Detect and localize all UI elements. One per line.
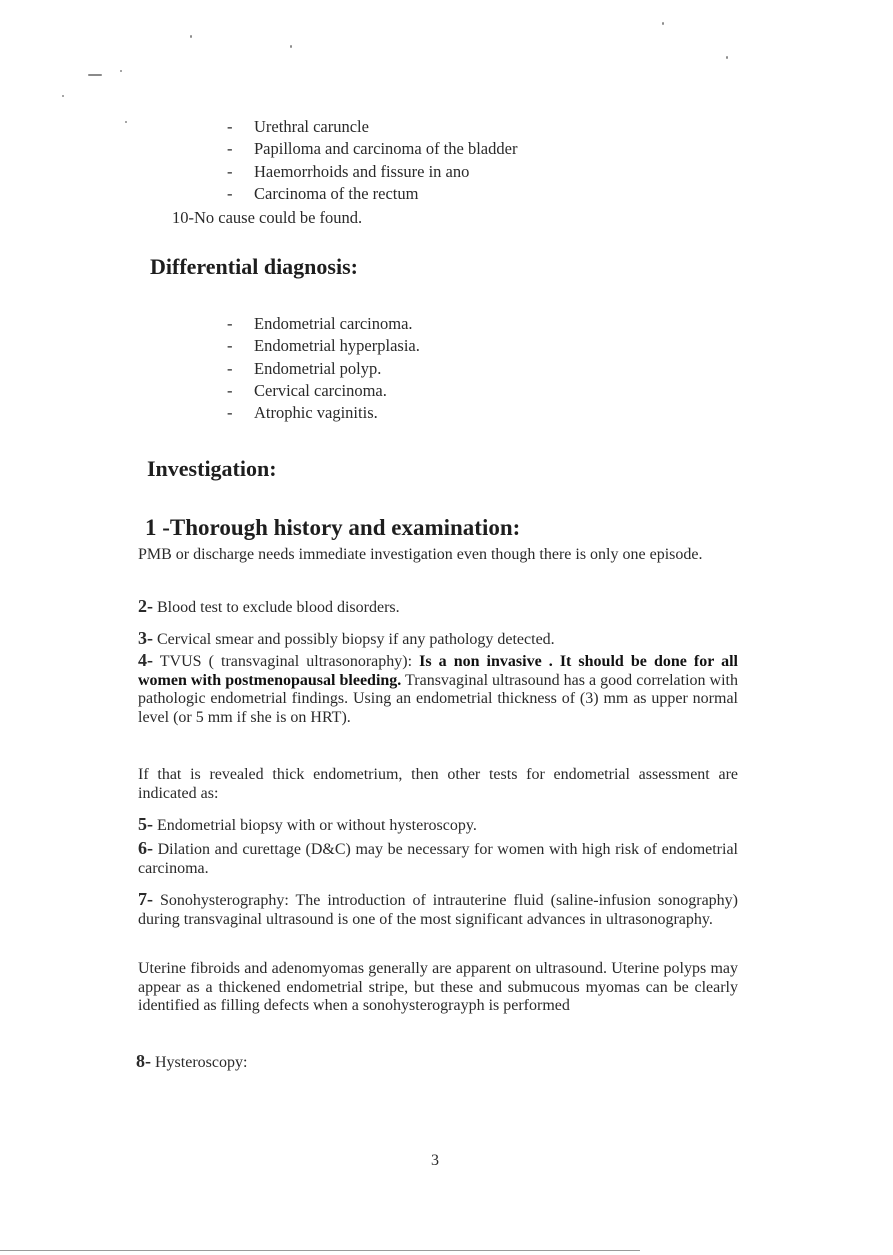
item-number: 4- [138,650,153,670]
differential-heading: Differential diagnosis: [150,254,358,279]
paragraph-biopsy: 5- Endometrial biopsy with or without hysteroscopy. [138,814,477,834]
scan-speck [88,74,102,76]
paragraph-tvus: 4- TVUS ( transvaginal ultrasonoraphy): Is a non invasive . It should be done for all women with postmenopausal bleeding. Transvaginal ultrasound has a good correlation with pathologic endometrial findings. Using an endometrial thickness of (3) mm as upper normal level (or 5 mm if she is on HRT). [138,650,739,726]
list-item: - Endometrial polyp. [227,358,382,378]
list-item: - Haemorrhoids and fissure in ano [227,161,470,181]
paragraph-pmb: PMB or discharge needs immediate investigation even though there is only one episode. [138,546,703,563]
item-number: 8- [136,1051,151,1071]
paragraph-fibroids: Uterine fibroids and adenomyomas generally are apparent on ultrasound. Uterine polyps may appear as a thickened endometrial stripe, but these and submucous myomas can be clearly identified as filling defects when a sonohysterograyph is performed [138,960,738,1014]
list-item: - Papilloma and carcinoma of the bladder [227,139,518,159]
scan-speck [120,70,122,72]
item-number: 2- [138,596,153,616]
paragraph-dilation: 6- Dilation and curettage (D&C) may be necessary for women with high risk of endometrial carcinoma. [138,838,738,877]
list-item: - Cervical carcinoma. [227,380,387,400]
history-subheading: 1 -Thorough history and examination: [145,515,521,540]
scan-speck [726,56,728,59]
list-item: - Endometrial carcinoma. [227,314,413,333]
investigation-heading: Investigation: [147,456,277,481]
scan-speck [190,35,192,38]
scan-edge-line [0,1250,640,1251]
scan-speck [125,121,127,123]
tvus-emphasis: Is a non invasive . It should be done for all women with postmenopausal bleeding. [138,653,739,689]
list-item: - Urethral caruncle [227,117,369,136]
differential-list [227,313,420,424]
cause-list [227,116,517,205]
list-item: - Carcinoma of the rectum [227,183,419,203]
item-number: 7- [138,889,153,909]
paragraph-blood-test: 2- Blood test to exclude blood disorders. [138,596,400,616]
page-number: 3 [431,1152,439,1169]
item-number: 6- [138,838,153,858]
paragraph-cervical-smear: 3- Cervical smear and possibly biopsy if any pathology detected. [138,628,555,648]
paragraph-hysteroscopy: 8- Hysteroscopy: [136,1051,248,1071]
list-item: - Endometrial hyperplasia. [227,336,420,356]
scan-speck [62,95,64,97]
no-cause-line: 10-No cause could be found. [172,208,363,227]
paragraph-thick-endometrium: If that is revealed thick endometrium, then other tests for endometrial assessment are indicated as: [138,766,738,802]
scan-speck [290,45,292,48]
list-item: - Atrophic vaginitis. [227,403,378,423]
item-number: 5- [138,814,153,834]
paragraph-sonohysterography: 7- Sonohysterography: The introduction of intrauterine fluid (saline-infusion sonography) during transvaginal ultrasound is one of the most significant advances in ultrasonography. [138,889,738,928]
item-number: 3- [138,628,153,648]
scan-speck [662,22,664,25]
